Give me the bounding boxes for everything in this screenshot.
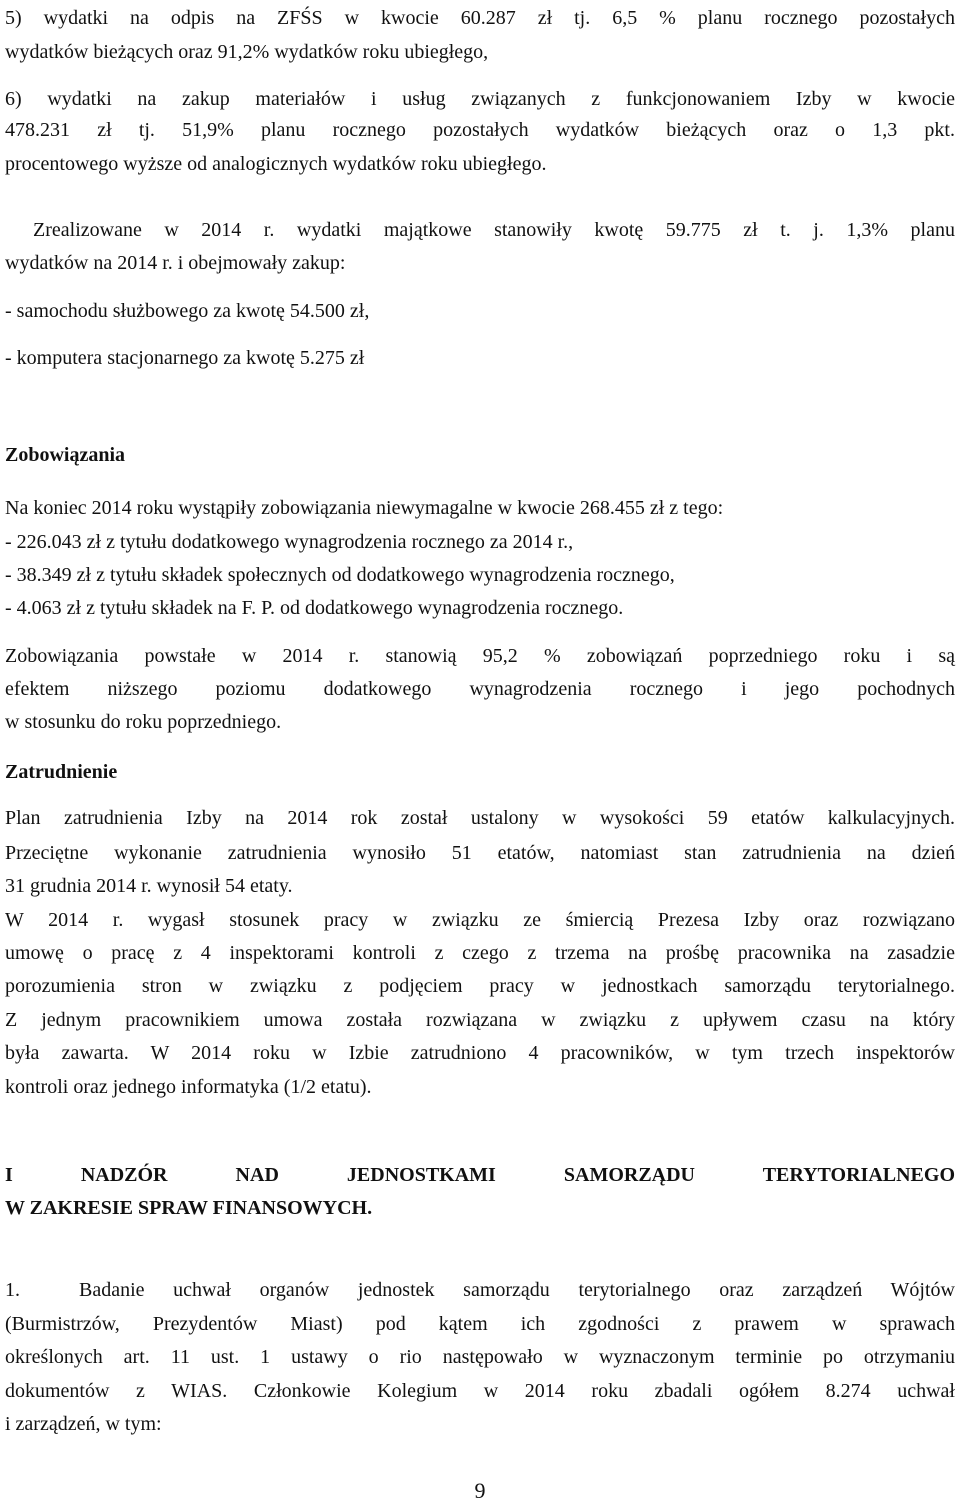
text-line: kontroli oraz jednego informatyka (1/2 etatu). [5,1076,372,1098]
list-item: - komputera stacjonarnego za kwotę 5.275 zł [5,347,365,369]
text-line: procentowego wyższe od analogicznych wydatków roku ubiegłego. [5,153,547,175]
text-line: wydatków bieżących oraz 91,2% wydatków roku ubiegłego, [5,41,489,63]
section-heading: Zobowiązania [5,444,126,466]
text-line: Badanie uchwał organów jednostek samorządu terytorialnego oraz zarządzeń Wójtów [79,1279,955,1301]
list-item: - 4.063 zł z tytułu składek na F. P. od dodatkowego wynagrodzenia rocznego. [5,597,624,619]
text-line: Plan zatrudnienia Izby na 2014 rok został ustalony w wysokości 59 etatów kalkulacyjnych. [5,807,955,829]
text-line: określonych art. 11 ust. 1 ustawy o rio następowało w wyznaczonym terminie po otrzymaniu [5,1346,955,1368]
text-line: w stosunku do roku poprzedniego. [5,711,282,733]
text-line: efektem niższego poziomu dodatkowego wynagrodzenia rocznego i jego pochodnych [5,678,955,700]
text-line: Zobowiązania powstałe w 2014 r. stanowią 95,2 % zobowiązań poprzedniego roku i są [5,645,955,667]
text-line: (Burmistrzów, Prezydentów Miast) pod kątem ich zgodności z prawem w sprawach [5,1313,955,1335]
text-line: była zawarta. W 2014 roku w Izbie zatrudniono 4 pracowników, w tym trzech inspektorów [5,1042,955,1064]
page-number: 9 [474,1478,486,1503]
text-line: dokumentów z WIAS. Członkowie Kolegium w 2014 roku zbadali ogółem 8.274 uchwał [5,1380,955,1402]
list-item: - 38.349 zł z tytułu składek społecznych od dodatkowego wynagrodzenia rocznego, [5,564,675,586]
text-line: Zrealizowane w 2014 r. wydatki majątkowe stanowiły kwotę 59.775 zł t. j. 1,3% planu [33,219,955,241]
chapter-heading: W ZAKRESIE SPRAW FINANSOWYCH. [5,1197,373,1219]
text-line: 5) wydatki na odpis na ZFŚS w kwocie 60.287 zł tj. 6,5 % planu rocznego pozostałych [5,7,955,29]
text-line: umowę o pracę z 4 inspektorami kontroli z czego z trzema na prośbę pracownika na zasadzie [5,942,955,964]
text-line: i zarządzeń, w tym: [5,1413,162,1435]
section-heading: Zatrudnienie [5,761,118,783]
text-line: Przeciętne wykonanie zatrudnienia wynosiło 51 etatów, natomiast stan zatrudnienia na dzień [5,842,955,864]
list-item: - 226.043 zł z tytułu dodatkowego wynagrodzenia rocznego za 2014 r., [5,531,574,553]
text-line: 6) wydatki na zakup materiałów i usług związanych z funkcjonowaniem Izby w kwocie [5,88,955,110]
text-line: W 2014 r. wygasł stosunek pracy w związku ze śmiercią Prezesa Izby oraz rozwiązano [5,909,955,931]
text-line: Na koniec 2014 roku wystąpiły zobowiązania niewymagalne w kwocie 268.455 zł z tego: [5,497,724,519]
chapter-heading: I NADZÓR NAD JEDNOSTKAMI SAMORZĄDU TERYTORIALNEGO [5,1164,955,1186]
list-item: - samochodu służbowego za kwotę 54.500 zł, [5,300,370,322]
text-line: porozumienia stron w związku z podjęciem pracy w jednostkach samorządu terytorialnego. [5,975,955,997]
text-line: 478.231 zł tj. 51,9% planu rocznego pozostałych wydatków bieżących oraz o 1,3 pkt. [5,119,955,141]
text-line: Z jednym pracownikiem umowa została rozwiązana w związku z upływem czasu na który [5,1009,955,1031]
text-line: wydatków na 2014 r. i obejmowały zakup: [5,252,346,274]
item-number: 1. [5,1279,20,1301]
text-line: 31 grudnia 2014 r. wynosił 54 etaty. [5,875,293,897]
